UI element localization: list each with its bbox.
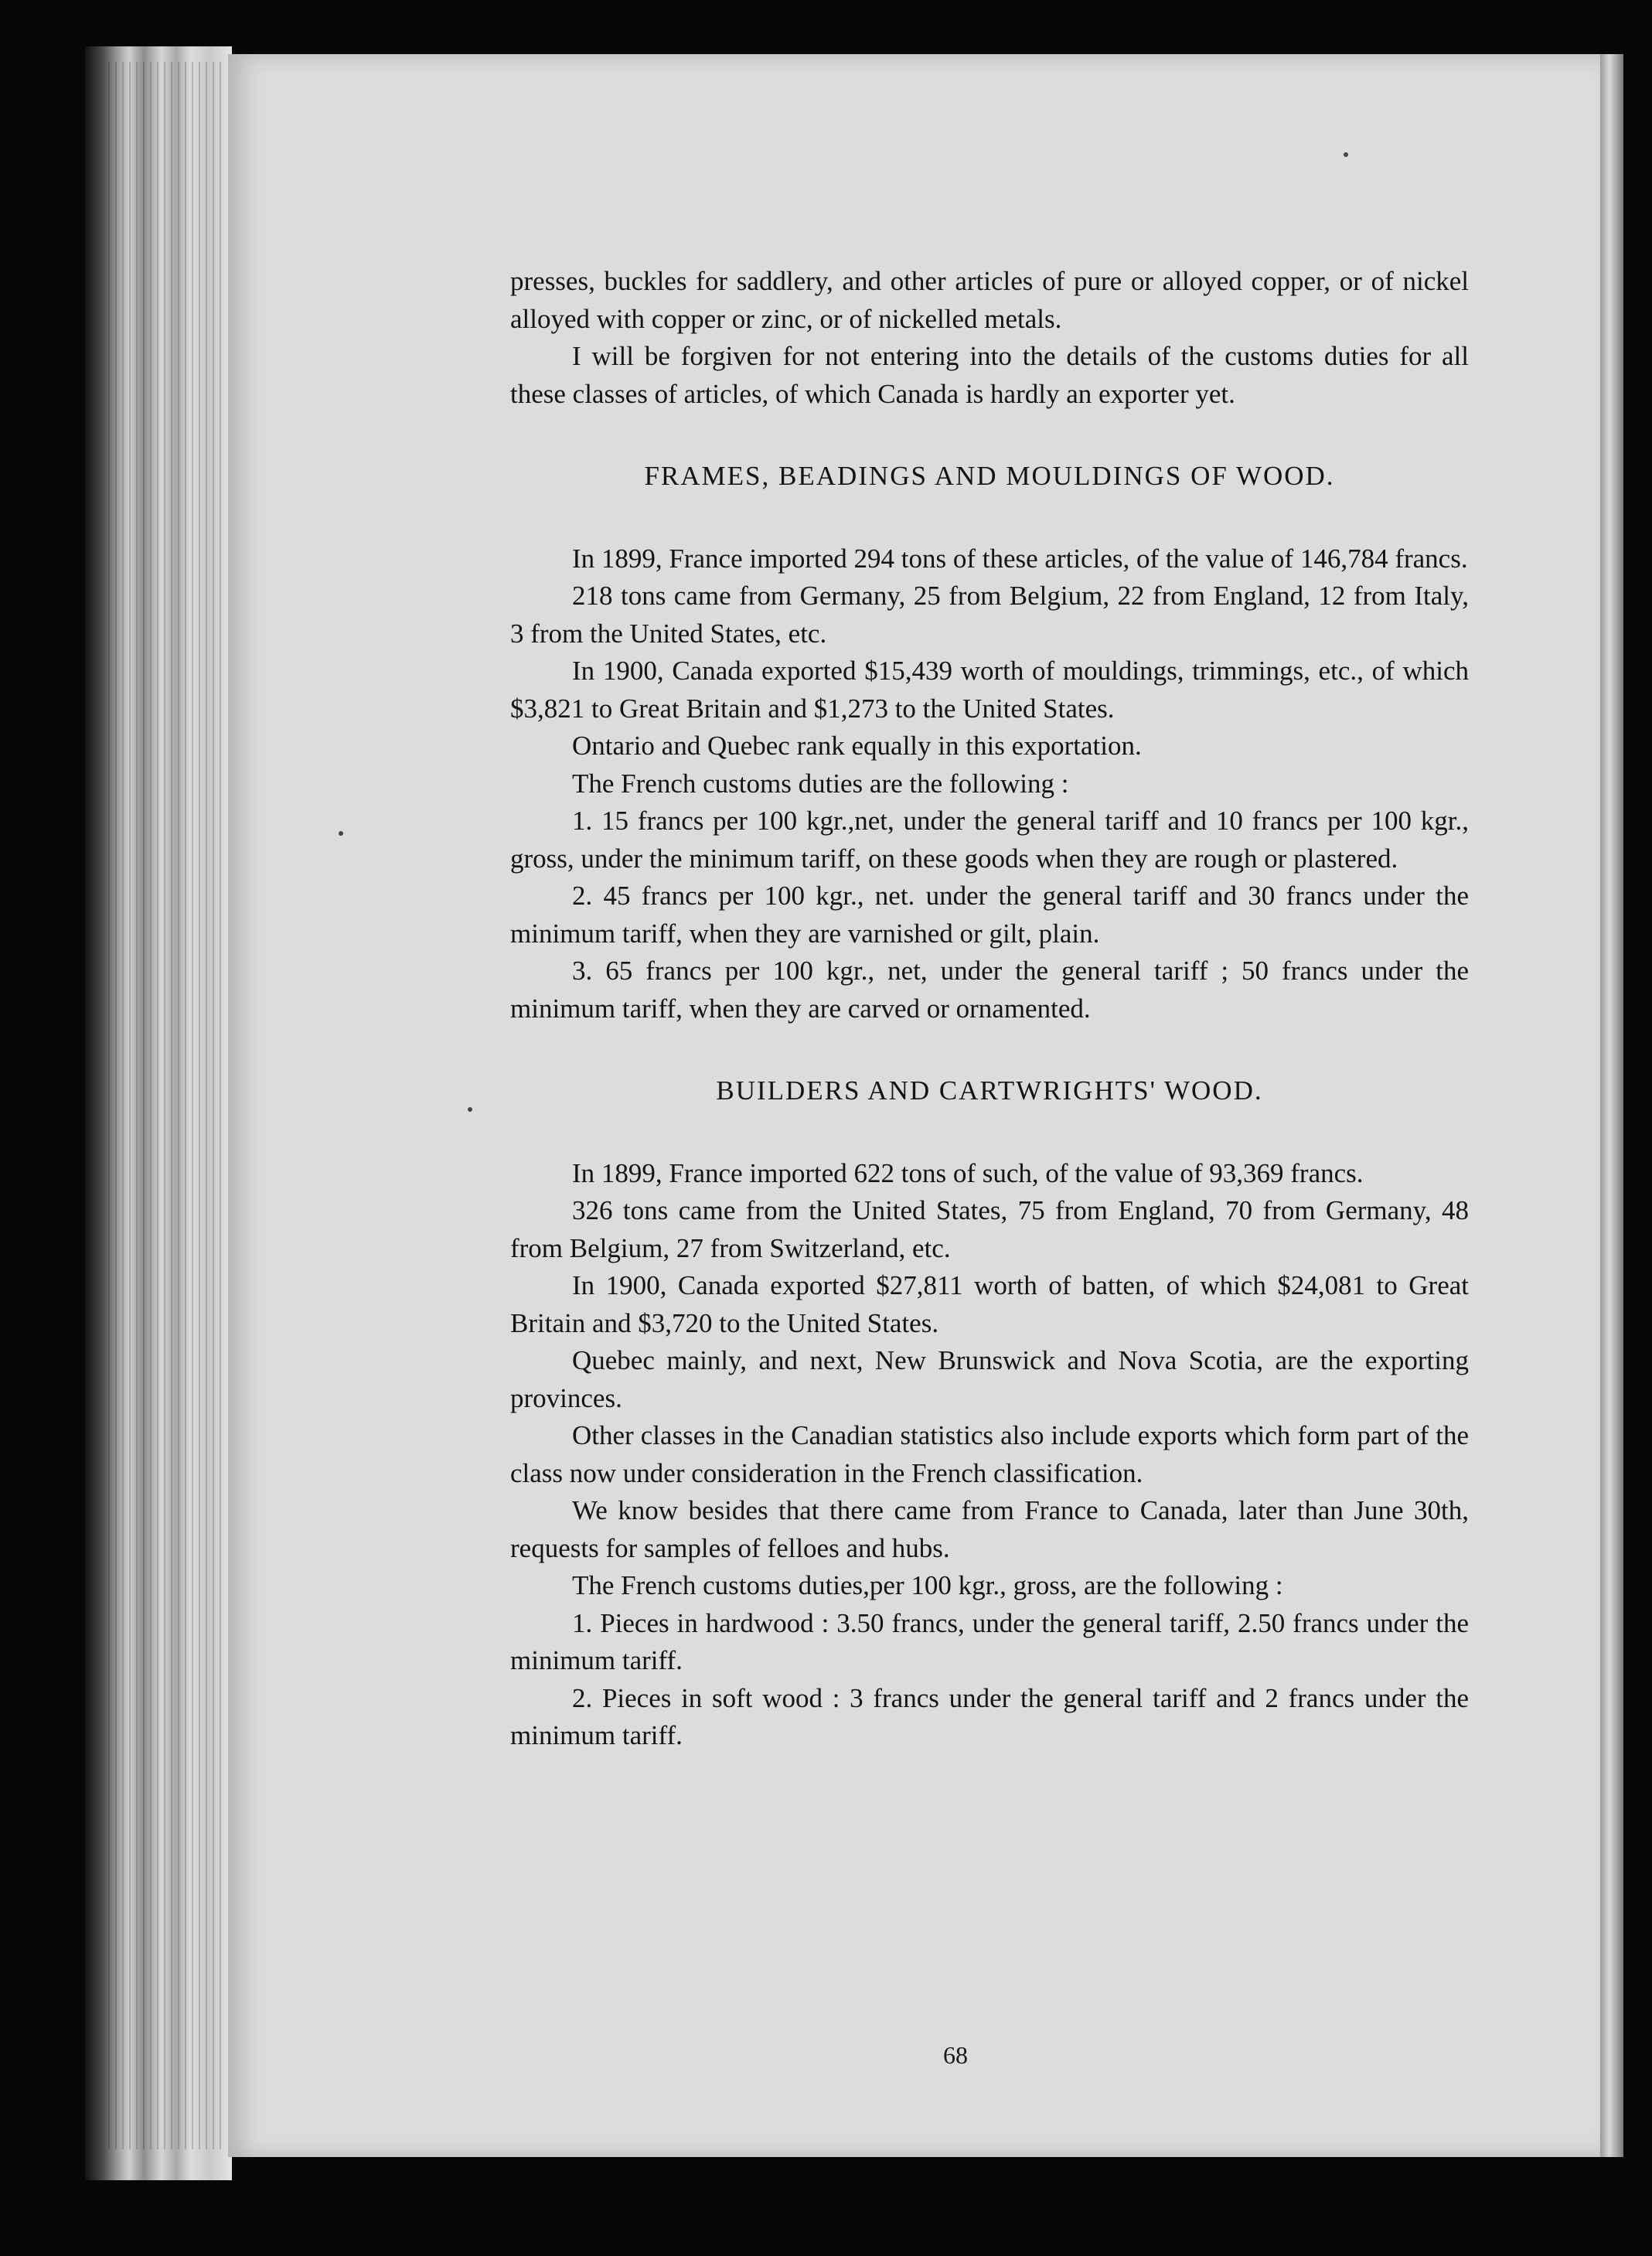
- tariff-item: 1. Pieces in hardwood : 3.50 francs, under the general tariff, 2.50 francs under the minimum tariff.: [510, 1607, 1469, 1675]
- dust-speck: [339, 831, 343, 836]
- body-paragraph: The French customs duties are the following :: [572, 768, 1069, 799]
- tariff-item: 1. 15 francs per 100 kgr.,net, under the general tariff and 10 francs per 100 kgr., gross, under the minimum tariff, on these goods when they are rough or plastered.: [510, 806, 1469, 874]
- section-heading: FRAMES, BEADINGS AND MOULDINGS OF WOOD.: [644, 461, 1335, 491]
- binding-page-edges: [108, 62, 224, 2149]
- page-number: 68: [943, 2041, 968, 2069]
- tariff-item: 3. 65 francs per 100 kgr., net, under the general tariff ; 50 francs under the minimum tariff, when they are carved or ornamented.: [510, 956, 1469, 1024]
- body-paragraph: 218 tons came from Germany, 25 from Belgium, 22 from England, 12 from Italy, 3 from the United States, etc.: [510, 581, 1469, 649]
- body-paragraph: The French customs duties,per 100 kgr., gross, are the following :: [572, 1570, 1283, 1600]
- body-paragraph: We know besides that there came from France to Canada, later than June 30th, requests for samples of felloes and hubs.: [510, 1495, 1469, 1563]
- page-body: [510, 263, 1469, 1755]
- tariff-item: 2. Pieces in soft wood : 3 francs under the general tariff and 2 francs under the minimum tariff.: [510, 1682, 1469, 1750]
- body-paragraph: 326 tons came from the United States, 75 from England, 70 from Germany, 48 from Belgium, 27 from Switzerland, etc.: [510, 1195, 1469, 1263]
- dust-speck: [468, 1107, 472, 1112]
- body-paragraph: Quebec mainly, and next, New Brunswick and Nova Scotia, are the exporting provinces.: [510, 1345, 1469, 1413]
- body-paragraph: In 1900, Canada exported $15,439 worth of mouldings, trimmings, etc., of which $3,821 to Great Britain and $1,273 to the United States.: [510, 656, 1469, 724]
- tariff-item: 2. 45 francs per 100 kgr., net. under the general tariff and 30 francs under the minimum tariff, when they are varnished or gilt, plain.: [510, 881, 1469, 949]
- body-paragraph: Other classes in the Canadian statistics also include exports which form part of the class now under consideration in the French classification.: [510, 1420, 1469, 1488]
- page-right-edge: [1600, 54, 1623, 2157]
- body-paragraph: In 1899, France imported 622 tons of such, of the value of 93,369 francs.: [572, 1157, 1364, 1188]
- body-paragraph: Ontario and Quebec rank equally in this exportation.: [572, 731, 1142, 761]
- body-paragraph: In 1900, Canada exported $27,811 worth of batten, of which $24,081 to Great Britain and $3,720 to the United States.: [510, 1270, 1469, 1338]
- intro-paragraph: presses, buckles for saddlery, and other articles of pure or alloyed copper, or of nickel alloyed with copper or zinc, or of nickelled metals.: [510, 266, 1469, 334]
- intro-paragraph: I will be forgiven for not entering into the details of the customs duties for all these classes of articles, of which Canada is hardly an exporter yet.: [510, 341, 1469, 409]
- section-heading: BUILDERS AND CARTWRIGHTS' WOOD.: [716, 1075, 1263, 1106]
- dust-speck: [1344, 152, 1348, 157]
- body-paragraph: In 1899, France imported 294 tons of these articles, of the value of 146,784 francs.: [572, 543, 1468, 574]
